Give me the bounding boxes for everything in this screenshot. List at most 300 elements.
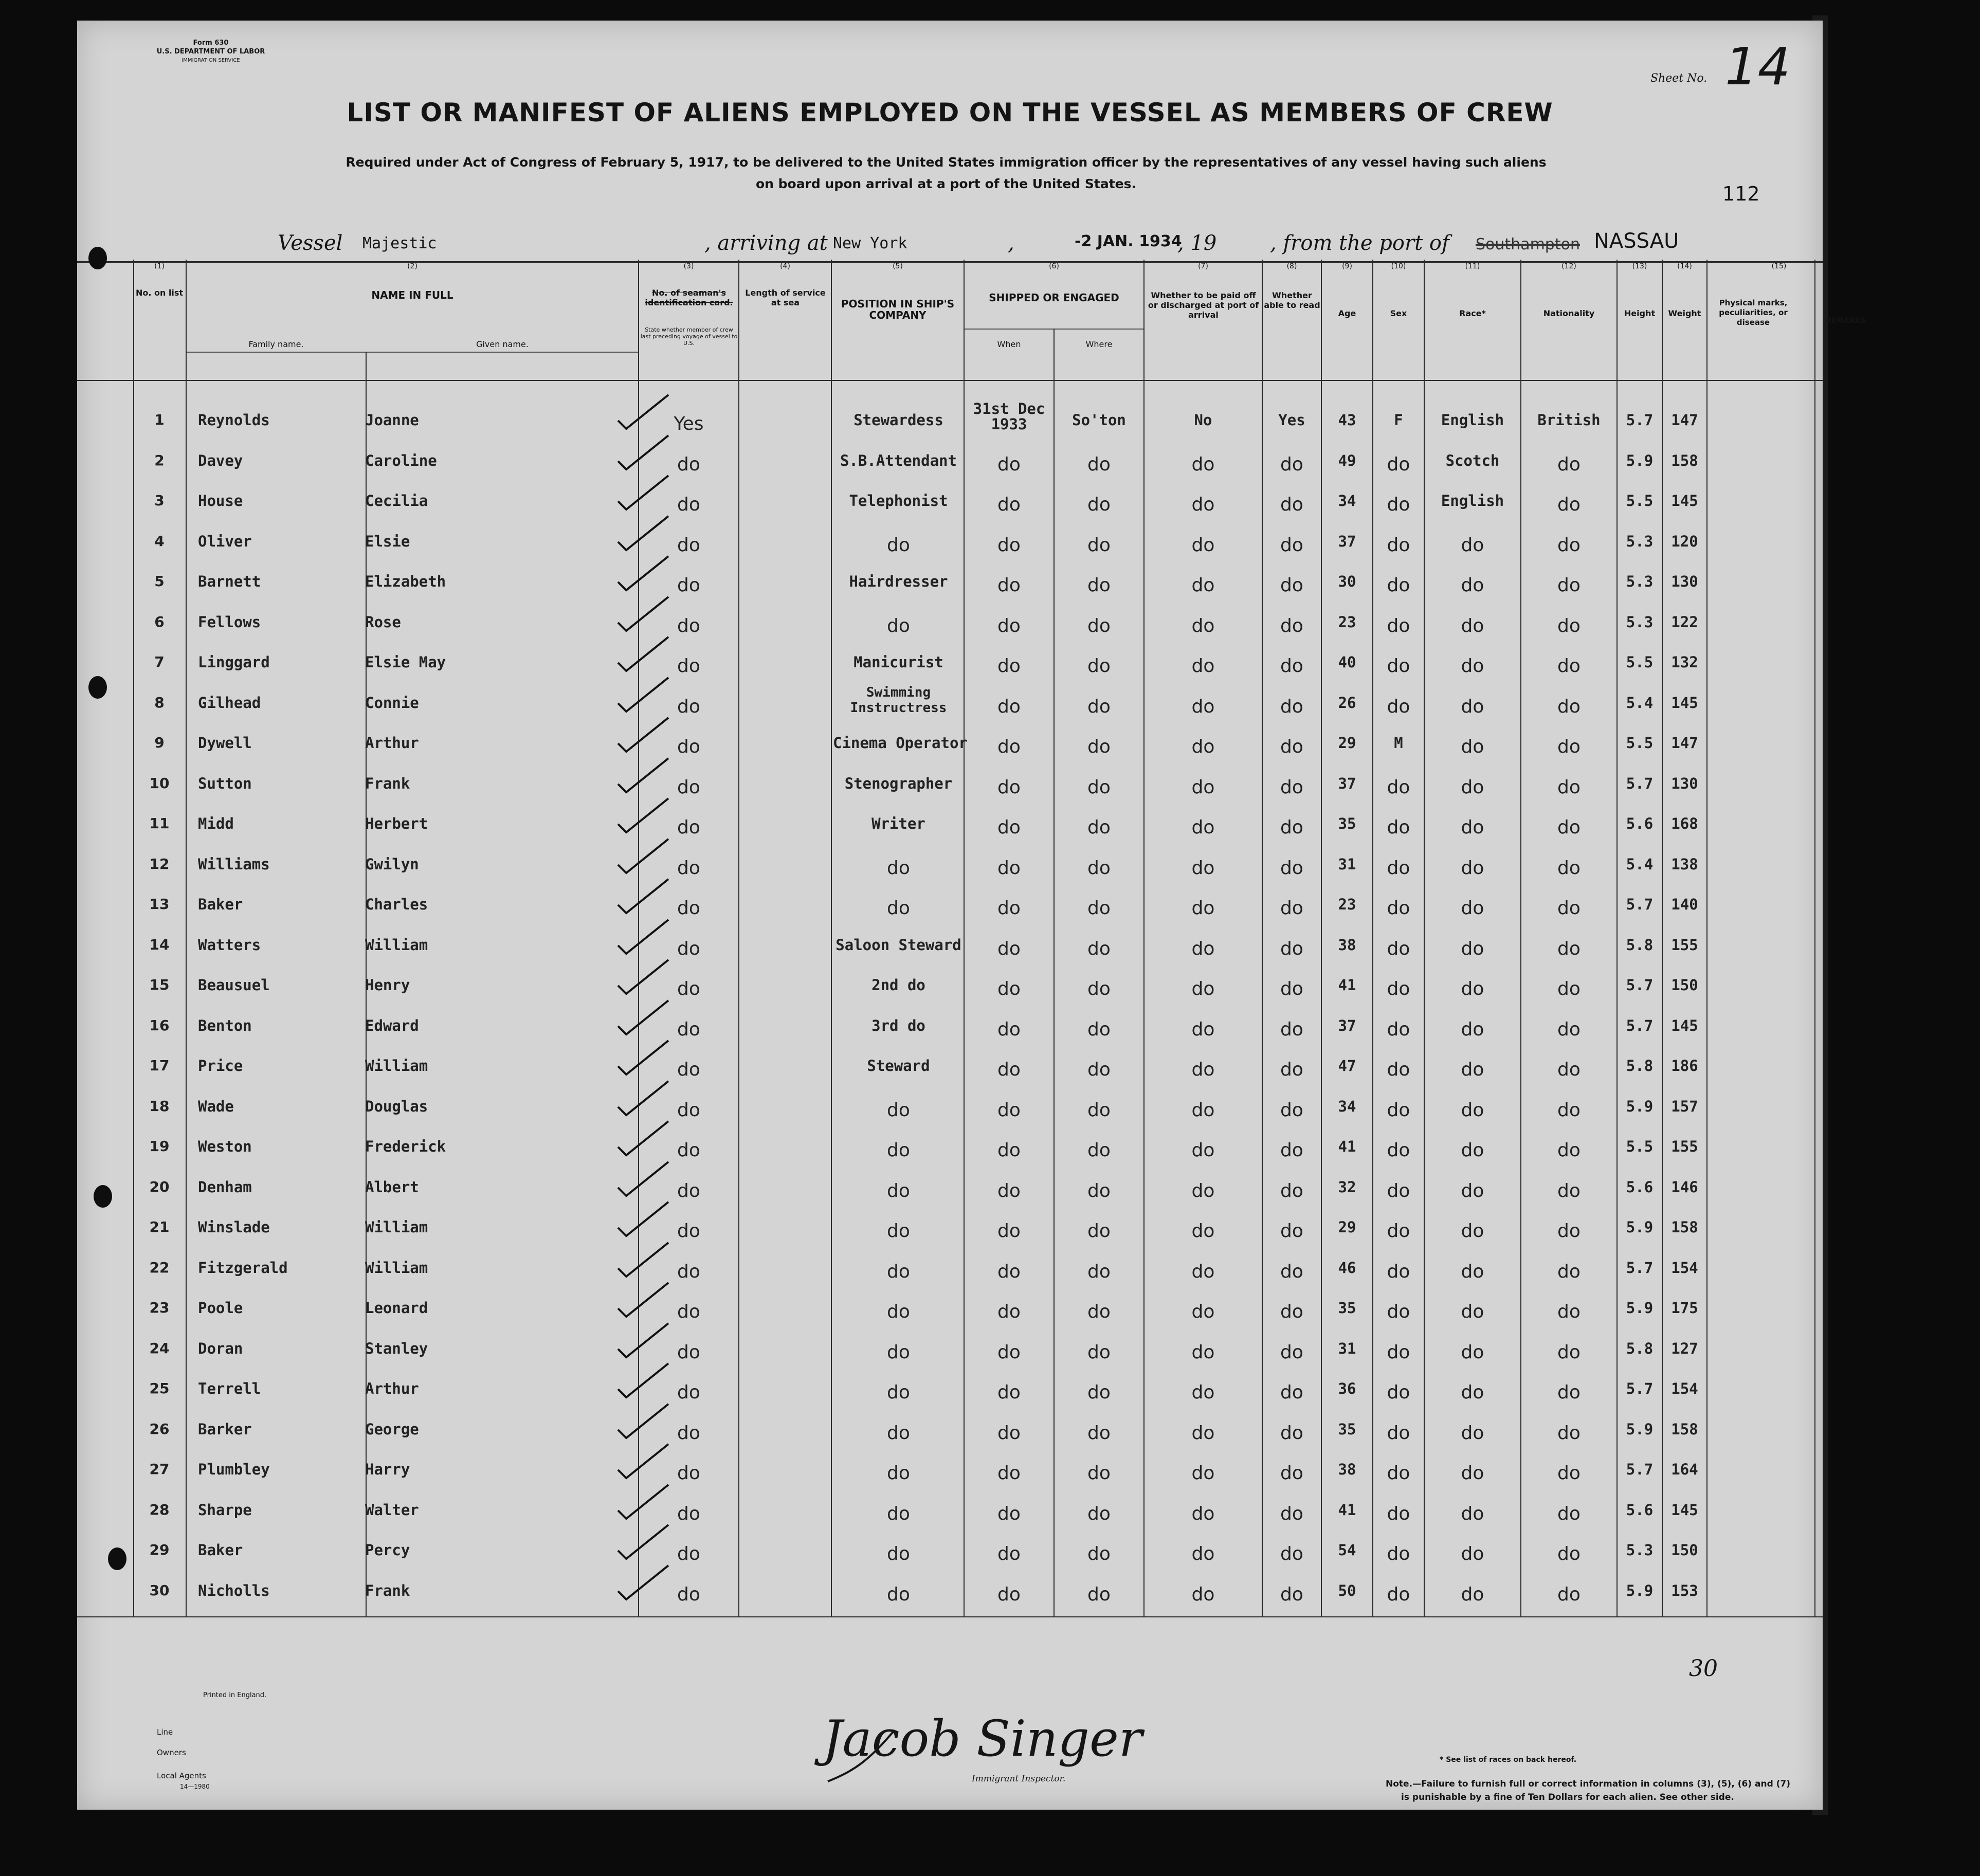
check-mark-icon (612, 835, 679, 881)
weight-cell: 186 (1671, 1057, 1698, 1074)
shipped-when-cell: do (997, 1261, 1021, 1282)
row-number-cell: 14 (149, 936, 170, 953)
col-10-header: Sex (1390, 308, 1407, 318)
given-name-cell: Herbert (365, 815, 428, 832)
given-name-cell: Frederick (365, 1138, 446, 1155)
punch-hole (94, 1185, 112, 1208)
row-number-cell: 19 (149, 1138, 170, 1155)
able-to-read-cell: do (1280, 655, 1303, 677)
check-mark-icon (612, 916, 679, 962)
previous-voyage-cell: do (677, 1140, 700, 1161)
family-name-cell: Sutton (198, 774, 252, 792)
where-header: Where (1085, 339, 1113, 349)
col-3-header: No. of seaman's identification card. (645, 288, 733, 307)
vessel-label: Vessel (278, 231, 343, 255)
race-cell: do (1461, 898, 1484, 919)
race-cell: do (1461, 857, 1484, 879)
previous-voyage-cell: do (677, 776, 700, 798)
table-row (77, 1208, 1823, 1248)
race-cell: do (1461, 1341, 1484, 1363)
sex-cell: do (1387, 857, 1410, 879)
weight-cell: 130 (1671, 774, 1698, 792)
shipped-when-cell: do (997, 1059, 1021, 1080)
able-to-read-cell: do (1280, 1018, 1303, 1040)
nationality-cell: do (1557, 1503, 1581, 1524)
col-14-header: Weight (1668, 308, 1701, 318)
position-cell: do (887, 1382, 910, 1403)
race-cell: do (1461, 1503, 1484, 1524)
position-cell: do (887, 1180, 910, 1201)
row-number-cell: 1 (154, 411, 165, 428)
race-cell: do (1461, 1099, 1484, 1121)
given-name-cell: Stanley (365, 1339, 428, 1357)
nationality-cell: do (1557, 1583, 1581, 1605)
shipped-when-cell: do (997, 776, 1021, 798)
check-mark-icon (612, 431, 679, 478)
shipped-where-cell: do (1087, 1382, 1111, 1403)
nationality-cell: do (1557, 1140, 1581, 1161)
previous-voyage-cell: do (677, 1341, 700, 1363)
weight-cell: 155 (1671, 936, 1698, 954)
sex-cell: M (1394, 734, 1403, 752)
shipped-where-cell: do (1087, 1261, 1111, 1282)
previous-voyage-cell: do (677, 938, 700, 959)
col-14-num: (14) (1677, 262, 1692, 270)
position-cell: Writer (871, 815, 925, 832)
able-to-read-cell: do (1280, 1180, 1303, 1201)
nationality-cell: do (1557, 1301, 1581, 1322)
able-to-read-cell: do (1280, 1463, 1303, 1484)
shipped-where-cell: do (1087, 1140, 1111, 1161)
paid-off-cell: do (1191, 1099, 1215, 1121)
shipped-where-cell: do (1087, 1018, 1111, 1040)
shipped-when-cell: do (997, 1463, 1021, 1484)
check-mark-icon (612, 633, 679, 679)
row-number-cell: 8 (154, 694, 165, 711)
sex-cell: do (1387, 494, 1410, 515)
table-row (77, 724, 1823, 764)
position-cell: do (887, 1140, 910, 1161)
family-name-cell: Davey (198, 451, 243, 469)
sex-cell: do (1387, 1341, 1410, 1363)
shipped-when-cell: do (997, 1099, 1021, 1121)
shipped-when-cell: do (997, 1341, 1021, 1363)
family-name-cell: Winslade (198, 1218, 270, 1236)
family-name-cell: Reynolds (198, 411, 270, 429)
vessel-name: Majestic (362, 234, 437, 252)
nationality-cell: do (1557, 1463, 1581, 1484)
able-to-read-cell: do (1280, 615, 1303, 636)
check-mark-icon (612, 1440, 679, 1486)
shipped-where-cell: So'ton (1072, 411, 1126, 429)
height-cell: 5.9 (1626, 1299, 1654, 1317)
paid-off-cell: do (1191, 1543, 1215, 1564)
given-name-cell: Rose (365, 613, 401, 631)
paid-off-cell: do (1191, 534, 1215, 556)
previous-voyage-cell: do (677, 978, 700, 999)
row-number-cell: 22 (149, 1259, 170, 1276)
given-name-cell: Percy (365, 1541, 410, 1559)
nationality-cell: do (1557, 857, 1581, 879)
height-cell: 5.3 (1626, 573, 1654, 590)
age-cell: 36 (1338, 1380, 1356, 1397)
check-mark-icon (612, 956, 679, 1002)
line-label: Line (157, 1727, 173, 1737)
paid-off-cell: do (1191, 1059, 1215, 1080)
race-cell: do (1461, 1261, 1484, 1282)
previous-voyage-cell: Yes (674, 413, 704, 434)
check-mark-icon (612, 1279, 679, 1325)
shipped-when-cell (964, 401, 1054, 432)
sex-cell: do (1387, 1382, 1410, 1403)
shipped-where-cell: do (1087, 1301, 1111, 1322)
table-row (77, 562, 1823, 603)
position-cell: do (887, 1341, 910, 1363)
weight-cell: 150 (1671, 1541, 1698, 1559)
position-line-2: Instructress (850, 700, 947, 716)
able-to-read-cell: do (1280, 1543, 1303, 1564)
col-7-num: (7) (1198, 262, 1208, 270)
reference-number: 112 (1722, 183, 1760, 205)
age-cell: 23 (1338, 613, 1356, 631)
table-row (77, 643, 1823, 683)
age-cell: 38 (1338, 936, 1356, 954)
table-row (77, 885, 1823, 925)
check-mark-icon (612, 1077, 679, 1123)
race-cell: do (1461, 1059, 1484, 1080)
check-mark-icon (612, 512, 679, 558)
given-name-cell: Walter (365, 1501, 419, 1519)
paid-off-cell: do (1191, 1341, 1215, 1363)
paid-off-cell: do (1191, 736, 1215, 757)
height-cell: 5.7 (1626, 1259, 1654, 1277)
table-row (77, 482, 1823, 522)
shipped-where-cell: do (1087, 655, 1111, 677)
weight-cell: 155 (1671, 1138, 1698, 1155)
sex-cell: do (1387, 1503, 1410, 1524)
col-5-num: (5) (893, 262, 903, 270)
age-cell: 41 (1338, 1501, 1356, 1519)
table-row (77, 1491, 1823, 1531)
col-8-header: Whether able to read (1264, 290, 1320, 310)
shipped-where-cell: do (1087, 1422, 1111, 1444)
inspector-signature (807, 1699, 1167, 1802)
shipped-when-cell: do (997, 817, 1021, 838)
race-cell: do (1461, 736, 1484, 757)
given-name-cell: Cecilia (365, 492, 428, 509)
sex-cell: do (1387, 1583, 1410, 1605)
weight-cell: 127 (1671, 1339, 1698, 1357)
weight-cell: 158 (1671, 451, 1698, 469)
table-row (77, 522, 1823, 562)
previous-voyage-cell: do (677, 575, 700, 596)
sex-cell: do (1387, 1059, 1410, 1080)
row-number-cell: 25 (149, 1380, 170, 1397)
shipped-when-cell: do (997, 575, 1021, 596)
col-5-header: POSITION IN SHIP'S COMPANY (841, 298, 955, 321)
form-number: Form 630 (193, 39, 229, 47)
weight-cell: 122 (1671, 613, 1698, 631)
able-to-read-cell: do (1280, 1301, 1303, 1322)
year-label: , 19 (1177, 231, 1217, 255)
row-number-cell: 18 (149, 1097, 170, 1115)
family-name-cell: Barnett (198, 573, 261, 590)
table-row (77, 1047, 1823, 1087)
race-cell: do (1461, 1422, 1484, 1444)
shipped-when-cell: do (997, 1543, 1021, 1564)
able-to-read-cell: do (1280, 696, 1303, 717)
from-port-struck: Southampton (1476, 235, 1580, 253)
age-cell: 49 (1338, 451, 1356, 469)
nationality-cell: do (1557, 1543, 1581, 1564)
height-cell: 5.9 (1626, 1581, 1654, 1599)
position-cell: Manicurist (853, 653, 943, 671)
able-to-read-cell: do (1280, 736, 1303, 757)
col-11-header: Race* (1459, 308, 1486, 318)
paid-off-cell: do (1191, 1503, 1215, 1524)
table-row (77, 926, 1823, 966)
weight-cell: 145 (1671, 492, 1698, 509)
previous-voyage-cell: do (677, 655, 700, 677)
table-row (77, 764, 1823, 805)
able-to-read-cell: do (1280, 1583, 1303, 1605)
table-row (77, 1572, 1823, 1612)
able-to-read-cell: do (1280, 453, 1303, 475)
given-name-cell: Frank (365, 1581, 410, 1599)
date-stamp: -2 JAN. 1934 (1075, 232, 1182, 250)
position-cell (833, 685, 964, 716)
paid-off-cell: do (1191, 1422, 1215, 1444)
row-number-cell: 29 (149, 1541, 170, 1558)
age-cell: 35 (1338, 1420, 1356, 1438)
height-cell: 5.4 (1626, 694, 1654, 712)
height-cell: 5.8 (1626, 1339, 1654, 1357)
table-row (77, 1249, 1823, 1289)
col-15-num: (15) (1771, 262, 1787, 270)
race-cell: do (1461, 575, 1484, 596)
family-name-cell: Gilhead (198, 694, 261, 712)
position-cell: Steward (867, 1057, 930, 1074)
arriving-port: New York (833, 234, 907, 252)
check-mark-icon (612, 1359, 679, 1406)
race-cell: do (1461, 978, 1484, 999)
check-mark-icon (612, 471, 679, 518)
nationality-cell: do (1557, 1341, 1581, 1363)
col-13-header: Height (1624, 308, 1656, 318)
age-cell: 41 (1338, 1138, 1356, 1155)
paid-off-cell: do (1191, 817, 1215, 838)
table-row (77, 1531, 1823, 1571)
weight-cell: 153 (1671, 1581, 1698, 1599)
height-cell: 5.5 (1626, 653, 1654, 671)
row-number-cell: 16 (149, 1016, 170, 1034)
family-name-cell: Oliver (198, 532, 252, 550)
shipped-when-cell: do (997, 453, 1021, 475)
paid-off-cell: do (1191, 453, 1215, 475)
height-cell: 5.7 (1626, 1380, 1654, 1397)
nationality-cell: do (1557, 938, 1581, 959)
row-number-cell: 10 (149, 774, 170, 792)
race-cell: do (1461, 938, 1484, 959)
height-cell: 5.9 (1626, 451, 1654, 469)
able-to-read-cell: Yes (1278, 411, 1305, 429)
check-mark-icon (612, 875, 679, 921)
sex-cell: do (1387, 534, 1410, 556)
height-cell: 5.6 (1626, 1178, 1654, 1196)
when-header: When (997, 339, 1021, 349)
given-name-cell: Joanne (365, 411, 419, 429)
position-cell: do (887, 534, 910, 556)
family-name-cell: Linggard (198, 653, 270, 671)
age-cell: 29 (1338, 1218, 1356, 1236)
given-name-cell: Elsie (365, 532, 410, 550)
sheet-number: 14 (1725, 37, 1791, 97)
table-row (77, 1450, 1823, 1490)
given-name-header: Given name. (476, 339, 529, 349)
check-mark-icon (612, 754, 679, 800)
table-row (77, 845, 1823, 885)
paid-off-cell: do (1191, 1261, 1215, 1282)
family-name-cell: Terrell (198, 1380, 261, 1397)
age-cell: 43 (1338, 411, 1356, 429)
family-name-cell: Fellows (198, 613, 261, 631)
col-2-header: NAME IN FULL (371, 289, 453, 301)
nationality-cell: do (1557, 655, 1581, 677)
given-name-cell: Elizabeth (365, 573, 446, 590)
check-mark-icon (612, 1400, 679, 1446)
height-cell: 5.7 (1626, 1461, 1654, 1478)
check-mark-icon (612, 391, 679, 437)
shipped-where-cell: do (1087, 615, 1111, 636)
able-to-read-cell: do (1280, 1140, 1303, 1161)
height-cell: 5.8 (1626, 1057, 1654, 1074)
check-mark-icon (612, 794, 679, 841)
position-cell: 2nd do (871, 976, 925, 994)
height-cell: 5.3 (1626, 532, 1654, 550)
remarks-header: REMARKS (1826, 317, 1866, 325)
shipped-where-cell: do (1087, 1099, 1111, 1121)
previous-voyage-cell: do (677, 1018, 700, 1040)
col-15-header: Physical marks, peculiarities, or disease (1719, 298, 1788, 327)
previous-voyage-cell: do (677, 615, 700, 636)
given-name-cell: Edward (365, 1016, 419, 1034)
col-1-num: (1) (154, 262, 165, 270)
age-cell: 38 (1338, 1461, 1356, 1478)
shipped-when-cell: do (997, 534, 1021, 556)
given-name-cell: Caroline (365, 451, 437, 469)
weight-cell: 150 (1671, 976, 1698, 994)
when-line-1: 31st Dec (973, 400, 1045, 417)
check-mark-icon (612, 1481, 679, 1527)
family-name-cell: Benton (198, 1016, 252, 1034)
previous-voyage-cell: do (677, 1221, 700, 1242)
row-number-cell: 15 (149, 976, 170, 993)
nationality-cell: do (1557, 453, 1581, 475)
row-number-cell: 7 (154, 653, 165, 670)
race-cell: do (1461, 1463, 1484, 1484)
age-cell: 50 (1338, 1581, 1356, 1599)
previous-voyage-cell: do (677, 494, 700, 515)
previous-voyage-cell: do (677, 1099, 700, 1121)
punch-hole (88, 247, 107, 269)
given-name-cell: Frank (365, 774, 410, 792)
given-name-cell: Albert (365, 1178, 419, 1196)
previous-voyage-cell: do (677, 736, 700, 757)
position-cell: Cinema Operator (833, 734, 968, 752)
nationality-cell: do (1557, 575, 1581, 596)
height-cell: 5.3 (1626, 1541, 1654, 1559)
able-to-read-cell: do (1280, 938, 1303, 959)
given-name-cell: Douglas (365, 1097, 428, 1115)
when-line-2: 1933 (991, 415, 1027, 433)
nationality-cell: do (1557, 978, 1581, 999)
paid-off-cell: No (1194, 411, 1212, 429)
family-name-cell: House (198, 492, 243, 509)
given-name-cell: Arthur (365, 734, 419, 752)
col-11-num: (11) (1465, 262, 1480, 270)
height-cell: 5.7 (1626, 896, 1654, 913)
able-to-read-cell: do (1280, 575, 1303, 596)
col-3-num: (3) (683, 262, 694, 270)
signature-caption: Immigrant Inspector. (972, 1774, 1066, 1784)
nationality-cell: do (1557, 776, 1581, 798)
height-cell: 5.5 (1626, 734, 1654, 752)
row-number-cell: 27 (149, 1461, 170, 1478)
shipped-where-cell: do (1087, 453, 1111, 475)
nationality-cell: do (1557, 736, 1581, 757)
weight-cell: 147 (1671, 734, 1698, 752)
row-number-cell: 13 (149, 896, 170, 913)
col-3-note: State whether member of crew last preceding voyage of vessel to U.S. (640, 326, 738, 347)
nationality-cell: do (1557, 1422, 1581, 1444)
shipped-when-cell: do (997, 978, 1021, 999)
penalty-note-1: Note.—Failure to furnish full or correct information in columns (3), (5), (6) and (7) (1386, 1779, 1791, 1789)
position-cell: 3rd do (871, 1016, 925, 1034)
age-cell: 23 (1338, 896, 1356, 913)
nationality-cell: do (1557, 1059, 1581, 1080)
nationality-cell: do (1557, 817, 1581, 838)
age-cell: 31 (1338, 1339, 1356, 1357)
from-port: NASSAU (1594, 229, 1679, 253)
given-name-cell: Henry (365, 976, 410, 994)
row-number-cell: 21 (149, 1218, 170, 1235)
shipped-when-cell: do (997, 655, 1021, 677)
previous-voyage-cell: do (677, 1180, 700, 1201)
row-number-cell: 23 (149, 1299, 170, 1316)
manifest-sheet (77, 21, 1866, 1810)
weight-cell: 132 (1671, 653, 1698, 671)
family-name-cell: Baker (198, 1541, 243, 1559)
age-cell: 31 (1338, 855, 1356, 873)
paid-off-cell: do (1191, 1301, 1215, 1322)
able-to-read-cell: do (1280, 857, 1303, 879)
weight-cell: 120 (1671, 532, 1698, 550)
shipped-when-cell: do (997, 1382, 1021, 1403)
col-12-num: (12) (1561, 262, 1576, 270)
able-to-read-cell: do (1280, 1059, 1303, 1080)
shipped-where-cell: do (1087, 857, 1111, 879)
previous-voyage-cell: do (677, 1583, 700, 1605)
shipped-where-cell: do (1087, 696, 1111, 717)
previous-voyage-cell: do (677, 534, 700, 556)
height-cell: 5.9 (1626, 1218, 1654, 1236)
paid-off-cell: do (1191, 776, 1215, 798)
shipped-when-cell: do (997, 494, 1021, 515)
margin-total: 30 (1689, 1655, 1718, 1682)
col-13-num: (13) (1632, 262, 1647, 270)
age-cell: 26 (1338, 694, 1356, 712)
weight-cell: 164 (1671, 1461, 1698, 1478)
